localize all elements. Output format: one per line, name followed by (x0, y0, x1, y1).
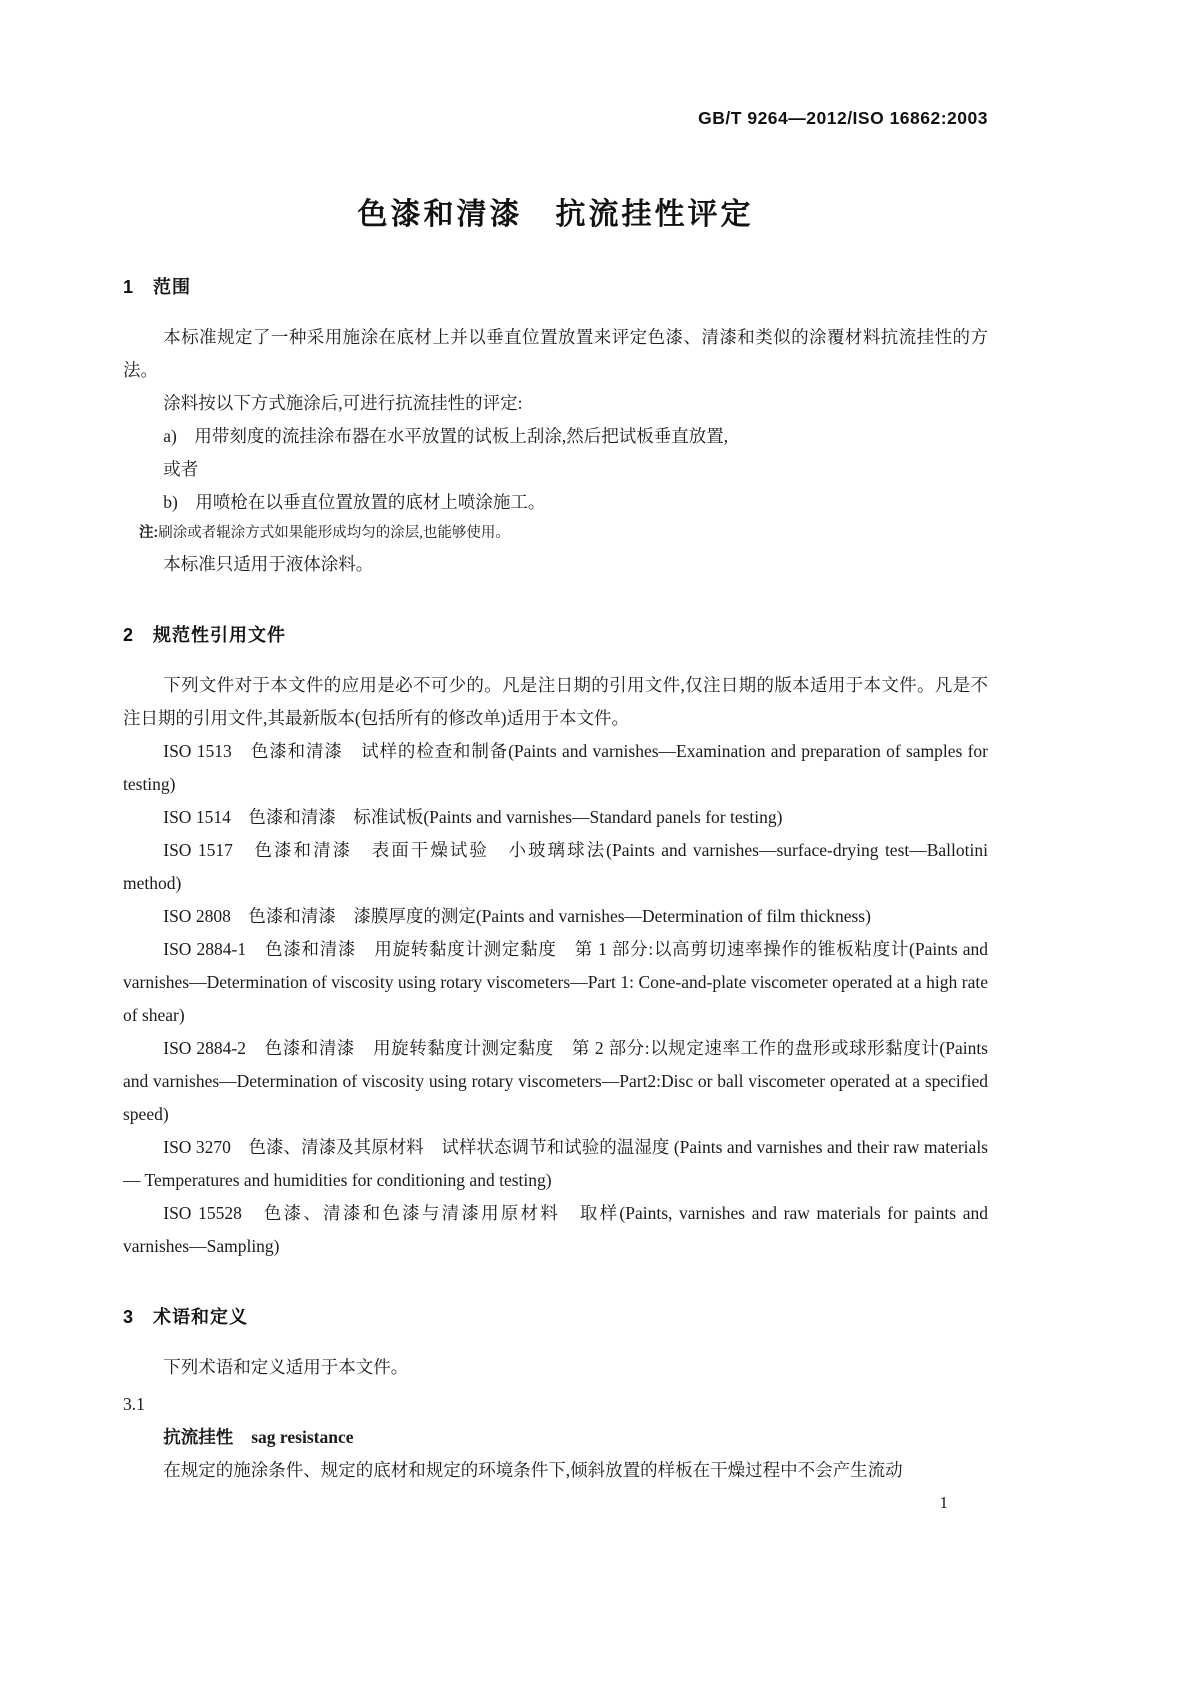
section-2-heading: 2 规范性引用文件 (123, 625, 287, 645)
term-name-zh: 抗流挂性 (163, 1427, 234, 1447)
scope-item-or: 或者 (163, 459, 199, 479)
note-label: 注: (138, 525, 159, 541)
scope-paragraph-3: 本标准只适用于液体涂料。 (163, 554, 374, 574)
document-title: 色漆和清漆 抗流挂性评定 (357, 198, 754, 231)
note-text: 刷涂或者辊涂方式如果能形成均匀的涂层,也能够使用。 (158, 525, 510, 541)
scope-paragraph-2: 涂料按以下方式施涂后,可进行抗流挂性的评定: (163, 393, 523, 413)
reference-item-iso-2884-2: ISO 2884-2 色漆和清漆 用旋转黏度计测定黏度 第 2 部分:以规定速率工作的盘形或球形黏度计(Paints and varnishes—Determination of viscosity using rotary viscometers—Part2:Disc or ball viscometer operated at a specified speed) (123, 1038, 988, 1124)
reference-item-iso-2808: ISO 2808 色漆和清漆 漆膜厚度的测定(Paints and varnishes—Determination of film thickness) (163, 906, 871, 926)
reference-item-iso-3270: ISO 3270 色漆、清漆及其原材料 试样状态调节和试验的温湿度 (Paints and varnishes and their raw materials— Temperatures and humidities for conditioning and testing) (123, 1137, 988, 1190)
reference-item-iso-1514: ISO 1514 色漆和清漆 标准试板(Paints and varnishes—Standard panels for testing) (163, 807, 783, 827)
reference-item-iso-1513: ISO 1513 色漆和清漆 试样的检查和制备(Paints and varnishes—Examination and preparation of samples for testing) (123, 741, 988, 794)
term-number: 3.1 (123, 1394, 145, 1414)
scope-item-b: b) 用喷枪在以垂直位置放置的底材上喷涂施工。 (163, 492, 546, 512)
terms-intro: 下列术语和定义适用于本文件。 (163, 1357, 409, 1377)
reference-item-iso-1517: ISO 1517 色漆和清漆 表面干燥试验 小玻璃球法(Paints and varnishes—surface-drying test—Ballotini method) (123, 840, 988, 893)
scope-paragraph-1: 本标准规定了一种采用施涂在底材上并以垂直位置放置来评定色漆、清漆和类似的涂覆材料抗流挂性的方法。 (123, 327, 988, 380)
scope-note (123, 519, 988, 548)
references-intro: 下列文件对于本文件的应用是必不可少的。凡是注日期的引用文件,仅注日期的版本适用于本文件。凡是不注日期的引用文件,其最新版本(包括所有的修改单)适用于本文件。 (123, 675, 988, 728)
reference-item-iso-2884-1: ISO 2884-1 色漆和清漆 用旋转黏度计测定黏度 第 1 部分:以高剪切速率操作的锥板粘度计(Paints and varnishes—Determination of viscosity using rotary viscometers—Part 1: Cone-and-plate viscometer operated at a high rate of shear) (123, 939, 988, 1025)
term-title-line (123, 1421, 988, 1454)
standard-number: GB/T 9264—2012/ISO 16862:2003 (698, 108, 988, 128)
section-1-heading: 1 范围 (123, 277, 192, 297)
page-number: 1 (939, 1493, 948, 1512)
reference-item-iso-15528: ISO 15528 色漆、清漆和色漆与清漆用原材料 取样(Paints, varnishes and raw materials for paints and varnishes—Sampling) (123, 1203, 988, 1256)
scope-item-a: a) 用带刻度的流挂涂布器在水平放置的试板上刮涂,然后把试板垂直放置, (163, 426, 729, 446)
term-definition: 在规定的施涂条件、规定的底材和规定的环境条件下,倾斜放置的样板在干燥过程中不会产生流动 (163, 1460, 903, 1480)
term-name-en: sag resistance (251, 1427, 354, 1447)
section-3-heading: 3 术语和定义 (123, 1307, 249, 1327)
